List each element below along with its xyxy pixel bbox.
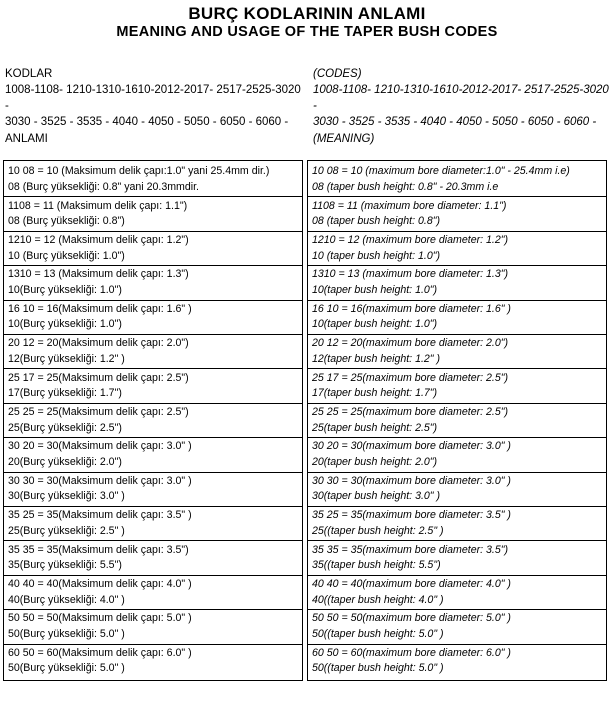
row-height: 50(Burç yüksekliği: 5.0" ) xyxy=(8,662,125,675)
row-code-diameter: 1310 = 13 (maximum bore diameter: 1.3") xyxy=(312,268,509,281)
row-height: 25(Burç yüksekliği: 2.5") xyxy=(8,421,122,434)
row-height: 08 (Burç yüksekliği: 0.8") xyxy=(8,215,125,228)
row-height: 40((taper bush height: 4.0" ) xyxy=(312,593,444,606)
row-height: 10 (Burç yüksekliği: 1.0") xyxy=(8,249,125,262)
table-row xyxy=(4,368,302,402)
row-code-diameter: 30 30 = 30(maximum bore diameter: 3.0" ) xyxy=(312,474,511,487)
row-height: 10(Burç yüksekliği: 1.0") xyxy=(8,283,122,296)
row-height: 50((taper bush height: 5.0" ) xyxy=(312,662,444,675)
row-height: 08 (taper bush height: 0.8") xyxy=(312,215,441,228)
row-height: 35(Burç yüksekliği: 5.5") xyxy=(8,559,122,572)
codes-list-en xyxy=(313,82,613,130)
row-code-diameter: 1310 = 13 (Maksimum delik çapı: 1.3") xyxy=(8,268,189,281)
table-row xyxy=(308,300,606,334)
row-code-diameter: 60 50 = 60(Maksimum delik çapı: 6.0" ) xyxy=(8,646,192,659)
page-title: BURÇ KODLARININ ANLAMI xyxy=(188,4,426,23)
table-row xyxy=(4,163,302,196)
row-code-diameter: 40 40 = 40(Maksimum delik çapı: 4.0" ) xyxy=(8,578,192,591)
row-code-diameter: 30 20 = 30(maximum bore diameter: 3.0" ) xyxy=(312,440,511,453)
row-height: 20(Burç yüksekliği: 2.0") xyxy=(8,455,122,468)
row-code-diameter: 20 12 = 20(maximum bore diameter: 2.0") xyxy=(312,337,509,350)
row-code-diameter: 10 08 = 10 (maximum bore diameter:1.0" - 25.4mm i.e) xyxy=(312,165,570,178)
table-row xyxy=(308,403,606,437)
row-code-diameter: 25 25 = 25(maximum bore diameter: 2.5") xyxy=(312,406,509,419)
row-height: 10(Burç yüksekliği: 1.0") xyxy=(8,318,122,331)
table-row xyxy=(308,163,606,196)
row-height: 40(Burç yüksekliği: 4.0" ) xyxy=(8,593,125,606)
meaning-label-en: (MEANING) xyxy=(313,133,375,145)
row-height: 30(Burç yüksekliği: 3.0" ) xyxy=(8,490,125,503)
row-code-diameter: 25 17 = 25(Maksimum delik çapı: 2.5") xyxy=(8,371,189,384)
row-code-diameter: 16 10 = 16(Maksimum delik çapı: 1.6" ) xyxy=(8,302,192,315)
table-row xyxy=(4,575,302,609)
row-code-diameter: 60 50 = 60(maximum bore diameter: 6.0" ) xyxy=(312,646,511,659)
row-height: 12(Burç yüksekliği: 1.2" ) xyxy=(8,352,125,365)
row-code-diameter: 10 08 = 10 (Maksimum delik çapı:1.0" yani 25.4mm dir.) xyxy=(8,165,270,178)
row-code-diameter: 25 17 = 25(maximum bore diameter: 2.5") xyxy=(312,371,509,384)
row-height: 25(taper bush height: 2.5") xyxy=(312,421,438,434)
table-row xyxy=(4,300,302,334)
row-height: 20(taper bush height: 2.0") xyxy=(312,455,438,468)
codes-list-tr xyxy=(5,82,305,130)
codes-line: 3030 - 3525 - 3535 - 4040 - 4050 - 5050 - 6050 - 6060 - xyxy=(313,116,597,128)
row-height: 50(Burç yüksekliği: 5.0" ) xyxy=(8,627,125,640)
meaning-table-en xyxy=(307,160,607,681)
row-code-diameter: 1108 = 11 (maximum bore diameter: 1.1") xyxy=(312,199,507,212)
codes-line: 3030 - 3525 - 3535 - 4040 - 4050 - 5050 - 6050 - 6060 - xyxy=(5,116,289,128)
row-code-diameter: 50 50 = 50(maximum bore diameter: 5.0" ) xyxy=(312,612,511,625)
row-code-diameter: 50 50 = 50(Maksimum delik çapı: 5.0" ) xyxy=(8,612,192,625)
row-code-diameter: 1108 = 11 (Maksimum delik çapı: 1.1") xyxy=(8,199,188,212)
row-code-diameter: 35 35 = 35(Maksimum delik çapı: 3.5") xyxy=(8,543,189,556)
row-height: 50((taper bush height: 5.0" ) xyxy=(312,627,444,640)
row-height: 25(Burç yüksekliği: 2.5" ) xyxy=(8,524,125,537)
table-row xyxy=(4,196,302,230)
row-height: 25((taper bush height: 2.5" ) xyxy=(312,524,444,537)
row-code-diameter: 35 25 = 35(Maksimum delik çapı: 3.5" ) xyxy=(8,509,192,522)
row-code-diameter: 30 30 = 30(Maksimum delik çapı: 3.0" ) xyxy=(8,474,192,487)
table-row xyxy=(308,575,606,609)
table-row xyxy=(4,334,302,368)
table-row xyxy=(4,506,302,540)
row-code-diameter: 30 20 = 30(Maksimum delik çapı: 3.0" ) xyxy=(8,440,192,453)
table-row xyxy=(308,437,606,471)
meaning-table-tr xyxy=(3,160,303,681)
row-code-diameter: 35 35 = 35(maximum bore diameter: 3.5") xyxy=(312,543,509,556)
table-row xyxy=(4,265,302,299)
table-row xyxy=(308,334,606,368)
row-height: 35((taper bush height: 5.5") xyxy=(312,559,441,572)
codes-label-en: (CODES) xyxy=(313,68,362,80)
row-code-diameter: 40 40 = 40(maximum bore diameter: 4.0" ) xyxy=(312,578,511,591)
row-code-diameter: 20 12 = 20(Maksimum delik çapı: 2.0") xyxy=(8,337,189,350)
table-row xyxy=(4,609,302,643)
row-height: 12(taper bush height: 1.2" ) xyxy=(312,352,441,365)
table-row xyxy=(308,540,606,574)
row-height: 10 (taper bush height: 1.0") xyxy=(312,249,441,262)
row-height: 17(Burç yüksekliği: 1.7") xyxy=(8,387,122,400)
page-subtitle: MEANING AND USAGE OF THE TAPER BUSH CODES xyxy=(116,24,498,40)
row-code-diameter: 35 25 = 35(maximum bore diameter: 3.5" ) xyxy=(312,509,511,522)
table-row xyxy=(308,231,606,265)
row-height: 10(taper bush height: 1.0") xyxy=(312,283,438,296)
table-row xyxy=(308,368,606,402)
table-row xyxy=(308,506,606,540)
codes-line: 1008-1108- 1210-1310-1610-2012-2017- 2517-2525-3020 - xyxy=(5,84,301,112)
row-code-diameter: 1210 = 12 (maximum bore diameter: 1.2") xyxy=(312,234,509,247)
table-row xyxy=(308,472,606,506)
row-height: 10(taper bush height: 1.0") xyxy=(312,318,438,331)
row-code-diameter: 25 25 = 25(Maksimum delik çapı: 2.5") xyxy=(8,406,189,419)
table-row xyxy=(308,609,606,643)
row-height: 08 (taper bush height: 0.8" - 20.3mm i.e xyxy=(312,180,499,193)
table-row xyxy=(308,644,606,678)
codes-line: 1008-1108- 1210-1310-1610-2012-2017- 2517-2525-3020 - xyxy=(313,84,609,112)
table-row xyxy=(4,231,302,265)
table-row xyxy=(308,196,606,230)
table-row xyxy=(308,265,606,299)
table-row xyxy=(4,403,302,437)
table-row xyxy=(4,644,302,678)
row-height: 08 (Burç yüksekliği: 0.8" yani 20.3mmdir. xyxy=(8,180,199,193)
codes-label-tr: KODLAR xyxy=(5,68,53,80)
row-height: 17(taper bush height: 1.7") xyxy=(312,387,438,400)
table-row xyxy=(4,437,302,471)
row-code-diameter: 1210 = 12 (Maksimum delik çapı: 1.2") xyxy=(8,234,189,247)
row-code-diameter: 16 10 = 16(maximum bore diameter: 1.6" ) xyxy=(312,302,511,315)
meaning-label-tr: ANLAMI xyxy=(5,133,48,145)
row-height: 30(taper bush height: 3.0" ) xyxy=(312,490,441,503)
table-row xyxy=(4,472,302,506)
table-row xyxy=(4,540,302,574)
